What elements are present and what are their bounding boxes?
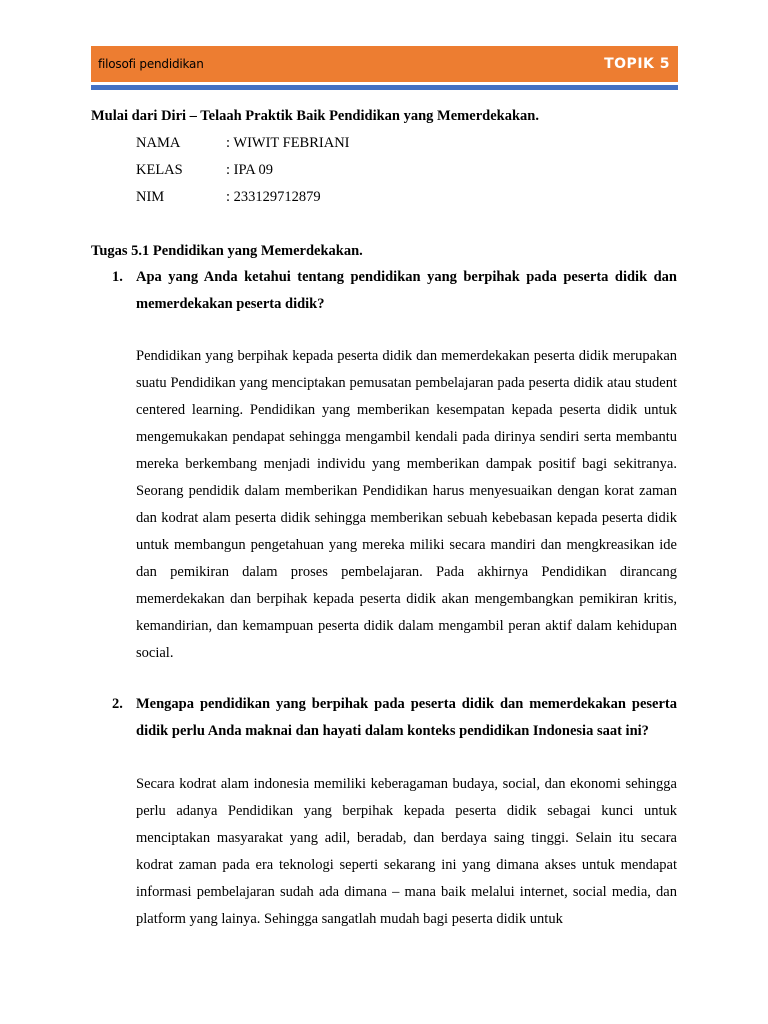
answer-1: Pendidikan yang berpihak kepada peserta didik dan memerdekakan peserta didik merupakan suatu Pendidikan yang menciptakan pemusatan pembelajaran pada peserta didik atau student centered learning. Pendidikan yang memberikan kesempatan kepada peserta didik untuk mengemukakan pendapat sehingga mengambil kendali pada dirinya sendiri serta membantu mereka berkembang menjadi individu yang memberikan dampak positif bagi sekitranya. Seorang pendidik dalam memberikan Pendidikan harus menyesuaikan dengan korat zaman dan kodrat alam peserta didik sehingga memberikan sebuah kebebasan kepada peserta didik untuk membangun pengetahuan yang mereka miliki secara mandiri dan mengkreasikan ide dan pemikiran dalam proses pembelajaran. Pada akhirnya Pendidikan dirancang memerdekakan dan berpihak kepada peserta didik akan mengembangkan pemikiran kritis, kemandirian, dan kemampuan peserta didik dalam mengambil peran aktif dalam kehidupan social.	[136, 348, 677, 661]
header-divider	[91, 85, 678, 90]
header-document-title: filosofi pendidikan	[98, 57, 204, 71]
document-title: Mulai dari Diri – Telaah Praktik Baik Pendidikan yang Memerdekakan.	[91, 108, 539, 124]
info-value: : 233129712879	[226, 189, 321, 205]
question-1: Apa yang Anda ketahui tentang pendidikan yang berpihak pada peserta didik dan memerdekakan peserta didik?	[136, 269, 677, 312]
task-title: Tugas 5.1 Pendidikan yang Memerdekakan.	[91, 243, 363, 259]
info-value: : WIWIT FEBRIANI	[226, 135, 350, 151]
info-value: : IPA 09	[226, 162, 274, 178]
info-row-name	[136, 135, 350, 152]
info-row-class	[136, 162, 273, 179]
info-label: NIM	[136, 189, 165, 205]
info-row-nim	[136, 189, 321, 206]
info-label: NAMA	[136, 135, 181, 151]
item-number: 2.	[112, 696, 123, 712]
question-2: Mengapa pendidikan yang berpihak pada peserta didik dan memerdekakan peserta didik perlu Anda maknai dan hayati dalam konteks pendidikan Indonesia saat ini?	[136, 696, 677, 739]
page-header	[91, 46, 678, 82]
info-label: KELAS	[136, 162, 183, 178]
answer-2: Secara kodrat alam indonesia memiliki keberagaman budaya, social, dan ekonomi sehingga perlu adanya Pendidikan yang berpihak kepada peserta didik sebagai kunci untuk menciptakan masyarakat yang adil, beradab, dan berdaya saing tinggi. Selain itu secara kodrat zaman pada era teknologi seperti sekarang ini yang dimana akses untuk mendapat informasi pembelajaran sudah ada dimana – mana baik melalui internet, social media, dan platform yang lainya. Sehingga sangatlah mudah bagi peserta didik untuk	[136, 776, 677, 927]
item-number: 1.	[112, 269, 123, 285]
header-topic-label: TOPIK 5	[604, 56, 670, 72]
